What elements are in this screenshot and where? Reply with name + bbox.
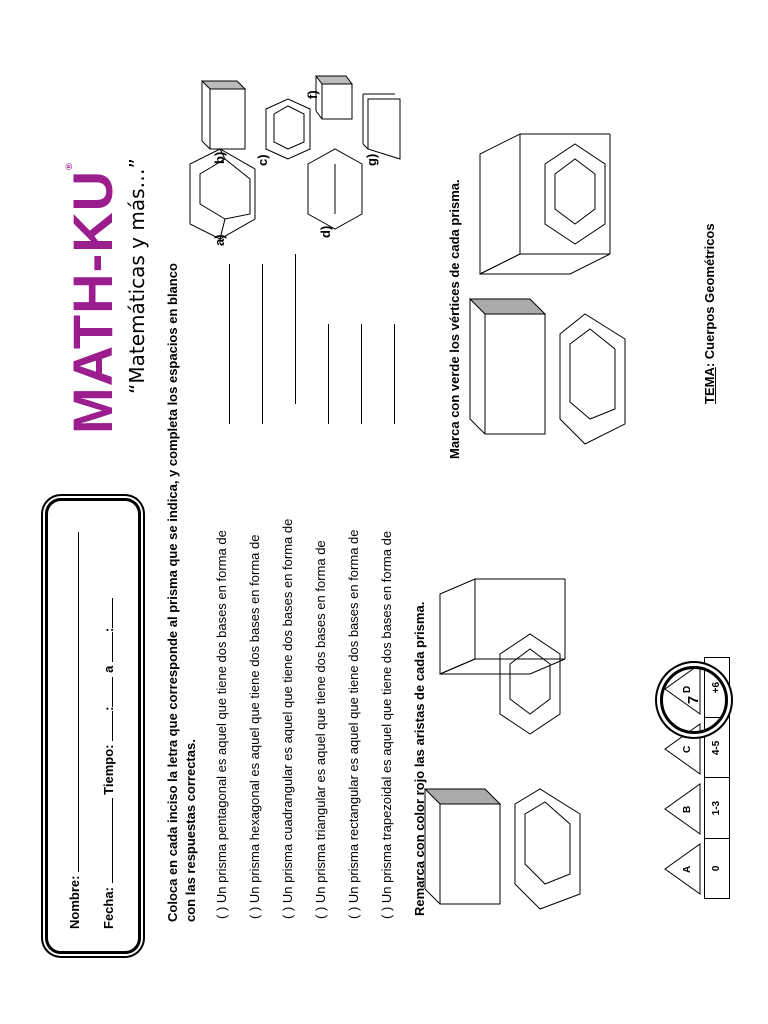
scale-value: +6 bbox=[711, 681, 722, 694]
exercise3-instruction: Marca con verde los vértices de cada prisma. bbox=[447, 179, 462, 459]
answer-line[interactable] bbox=[229, 264, 230, 424]
name-row bbox=[66, 532, 82, 929]
exercise2-prisms bbox=[430, 564, 660, 924]
page-number-badge bbox=[660, 666, 728, 734]
figure-label: g) bbox=[364, 153, 379, 166]
brand-logo bbox=[61, 162, 124, 434]
time-separator: : bbox=[101, 627, 116, 633]
time-label: Tiempo: bbox=[101, 744, 116, 795]
exercise2-rectangular-prism bbox=[425, 789, 500, 904]
exercise1-instruction-line2: con las respuestas correctas. bbox=[183, 739, 198, 922]
question-item: ( ) Un prisma trapezoidal es aquel que tiene dos bases en forma de bbox=[379, 530, 394, 919]
prism-b-figure bbox=[200, 79, 260, 159]
scale-value: 4-5 bbox=[705, 717, 729, 777]
time-end-hour-field[interactable] bbox=[100, 632, 113, 662]
answer-line[interactable] bbox=[262, 264, 263, 424]
logo-text: MATH-KU bbox=[61, 169, 124, 434]
registered-mark: ® bbox=[64, 162, 74, 170]
question-item: ( ) Un prisma rectangular es aquel que tiene dos bases en forma de bbox=[346, 529, 361, 919]
figure-label: f) bbox=[305, 90, 320, 99]
answer-line[interactable] bbox=[394, 324, 395, 424]
date-time-row bbox=[100, 598, 116, 929]
brand-slogan: “Matemáticas y más…” bbox=[125, 158, 149, 394]
exercise1-instruction-line1: Coloca en cada inciso la letra que corresponde al prisma que se indica, y completa los espacios en blanco bbox=[165, 263, 180, 922]
exercise2-hexagonal-prism bbox=[500, 634, 560, 734]
topic-line bbox=[702, 223, 717, 404]
exercise2-triangular-prism bbox=[440, 579, 565, 674]
exercise3-hexagonal-prism bbox=[545, 144, 605, 244]
answer-line[interactable] bbox=[295, 254, 296, 404]
figure-label: b) bbox=[212, 151, 227, 164]
question-item: ( ) Un prisma pentagonal es aquel que tiene dos bases en forma de bbox=[214, 530, 229, 919]
time-start-hour-field[interactable] bbox=[100, 711, 113, 741]
time-separator: : bbox=[101, 706, 116, 711]
time-end-minute-field[interactable] bbox=[100, 598, 113, 628]
exercise2-instruction: Remarca con color rojo las aristas de cada prisma. bbox=[412, 601, 427, 916]
exercise3-pentagonal-prism bbox=[560, 314, 625, 444]
prism-g-figure bbox=[360, 84, 415, 164]
figure-label: a) bbox=[212, 234, 227, 246]
topic-value: : Cuerpos Geométricos bbox=[702, 223, 717, 368]
question-item: ( ) Un prisma cuadrangular es aquel que tiene dos bases en forma de bbox=[280, 518, 295, 919]
page-number: 7 bbox=[685, 695, 702, 705]
topic-label: TEMA bbox=[702, 367, 717, 404]
scale-letter: C bbox=[682, 745, 693, 753]
answer-line[interactable] bbox=[328, 324, 329, 424]
time-to-label: a bbox=[101, 665, 116, 673]
scale-letter: B bbox=[682, 805, 693, 813]
name-label: Nombre: bbox=[67, 875, 82, 929]
time-start-minute-field[interactable] bbox=[100, 677, 113, 707]
scale-letter: A bbox=[682, 865, 693, 873]
scale-value: 1-3 bbox=[705, 778, 729, 838]
answer-line[interactable] bbox=[361, 324, 362, 424]
exercise3-prisms bbox=[470, 84, 650, 464]
figure-label: d) bbox=[318, 225, 333, 238]
date-label: Fecha: bbox=[101, 887, 116, 929]
exercise2-pentagonal-prism bbox=[515, 789, 580, 909]
question-item: ( ) Un prisma triangular es aquel que tiene dos bases en forma de bbox=[313, 540, 328, 919]
name-field[interactable] bbox=[66, 532, 79, 872]
figure-label: c) bbox=[255, 154, 270, 166]
scale-letter: D bbox=[682, 685, 693, 693]
question-item: ( ) Un prisma hexagonal es aquel que tiene dos bases en forma de bbox=[247, 534, 262, 919]
date-field[interactable] bbox=[100, 798, 113, 883]
scale-value: 0 bbox=[705, 838, 729, 898]
exercise3-rectangular-prism bbox=[470, 299, 545, 434]
student-info-box bbox=[45, 498, 141, 954]
